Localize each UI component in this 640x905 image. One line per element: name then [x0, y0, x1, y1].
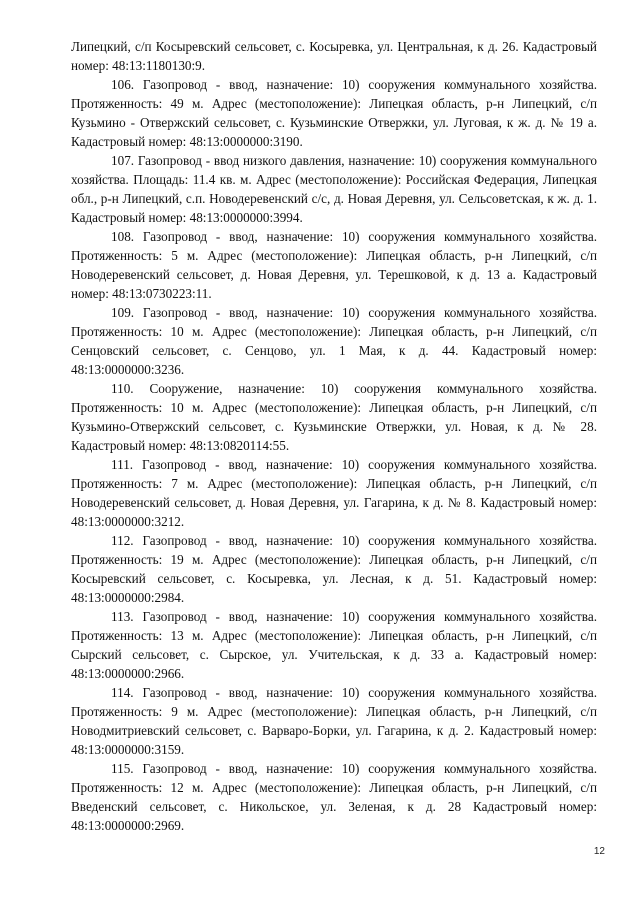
item-text: Сооружение, назначение: 10) сооружения коммунального хозяйства. Протяженность: 10 м. Адрес (местоположение): Липецкая область, р-н Липецкий, с/п Кузьмино-Отвержский сельсовет, с. Кузьминские Отвержки, ул. Новая, к д. № 28. Кадастровый номер: 48:13:0820114:55. — [71, 381, 597, 453]
item-number: 110. — [111, 381, 134, 396]
item-number: 115. — [111, 761, 134, 776]
item-number: 106. — [111, 77, 135, 92]
item-text: Газопровод - ввод, назначение: 10) сооружения коммунального хозяйства. Протяженность: 9 м. Адрес (местоположение): Липецкая область, р-н Липецкий, с/п Новодмитриевский сельсовет, с. Варваро-Борки, ул. Гагарина, к д. 2. Кадастровый номер: 48:13:0000000:3159. — [71, 685, 597, 757]
item-number: 109. — [111, 305, 135, 320]
document-body — [71, 37, 597, 835]
list-item — [71, 303, 597, 379]
list-item — [71, 75, 597, 151]
item-text: Газопровод - ввод, назначение: 10) сооружения коммунального хозяйства. Протяженность: 49 м. Адрес (местоположение): Липецкая область, р-н Липецкий, с/п Кузьмино - Отвержский сельсовет, с. Кузьминские Отвержки, ул. Луговая, к ж. д. № 19 а. Кадастровый номер: 48:13:0000000:3190. — [71, 77, 597, 149]
list-item — [71, 379, 597, 455]
list-item — [71, 759, 597, 835]
item-text: Газопровод - ввод, назначение: 10) сооружения коммунального хозяйства. Протяженность: 7 м. Адрес (местоположение): Липецкая область, р-н Липецкий, с/п Новодеревенский сельсовет, д. Новая Деревня, ул. Гагарина, к д. № 8. Кадастровый номер: 48:13:0000000:3212. — [71, 457, 597, 529]
list-item — [71, 531, 597, 607]
item-number: 113. — [111, 609, 134, 624]
item-text: Газопровод - ввод, назначение: 10) сооружения коммунального хозяйства. Протяженность: 5 м. Адрес (местоположение): Липецкая область, р-н Липецкий, с/п Новодеревенский сельсовет, д. Новая Деревня, ул. Терешковой, к д. 13 а. Кадастровый номер: 48:13:0730223:11. — [71, 229, 597, 301]
list-item — [71, 607, 597, 683]
item-text: Газопровод - ввод, назначение: 10) сооружения коммунального хозяйства. Протяженность: 19 м. Адрес (местоположение): Липецкая область, р-н Липецкий, с/п Косыревский сельсовет, с. Косыревка, ул. Лесная, к д. 51. Кадастровый номер: 48:13:0000000:2984. — [71, 533, 597, 605]
continuation-paragraph: Липецкий, с/п Косыревский сельсовет, с. Косыревка, ул. Центральная, к д. 26. Кадастровый номер: 48:13:1180130:9. — [71, 39, 597, 73]
list-item — [71, 151, 597, 227]
list-item — [71, 227, 597, 303]
item-number: 114. — [111, 685, 134, 700]
item-list — [71, 75, 597, 835]
item-number: 111. — [111, 457, 134, 472]
item-number: 108. — [111, 229, 135, 244]
item-text: Газопровод - ввод, назначение: 10) сооружения коммунального хозяйства. Протяженность: 12 м. Адрес (местоположение): Липецкая область, р-н Липецкий, с/п Введенский сельсовет, с. Никольское, ул. Зеленая, к д. 28 Кадастровый номер: 48:13:0000000:2969. — [71, 761, 597, 833]
item-text: Газопровод - ввод, назначение: 10) сооружения коммунального хозяйства. Протяженность: 13 м. Адрес (местоположение): Липецкая область, р-н Липецкий, с/п Сырский сельсовет, с. Сырское, ул. Учительская, к д. 33 а. Кадастровый номер: 48:13:0000000:2966. — [71, 609, 597, 681]
list-item — [71, 683, 597, 759]
item-text: Газопровод - ввод низкого давления, назначение: 10) сооружения коммунального хозяйства. Площадь: 11.4 кв. м. Адрес (местоположение): Российская Федерация, Липецкая обл., р-н Липецкий, с.п. Новодеревенский с/с, д. Новая Деревня, ул. Сельсоветская, к ж. д. 1. Кадастровый номер: 48:13:0000000:3994. — [71, 153, 597, 225]
page-number: 12 — [593, 846, 605, 857]
item-number: 112. — [111, 533, 134, 548]
item-text: Газопровод - ввод, назначение: 10) сооружения коммунального хозяйства. Протяженность: 10 м. Адрес (местоположение): Липецкая область, р-н Липецкий, с/п Сенцовский сельсовет, с. Сенцово, ул. 1 Мая, к д. 44. Кадастровый номер: 48:13:0000000:3236. — [71, 305, 597, 377]
item-number: 107. — [111, 153, 135, 168]
list-item — [71, 455, 597, 531]
